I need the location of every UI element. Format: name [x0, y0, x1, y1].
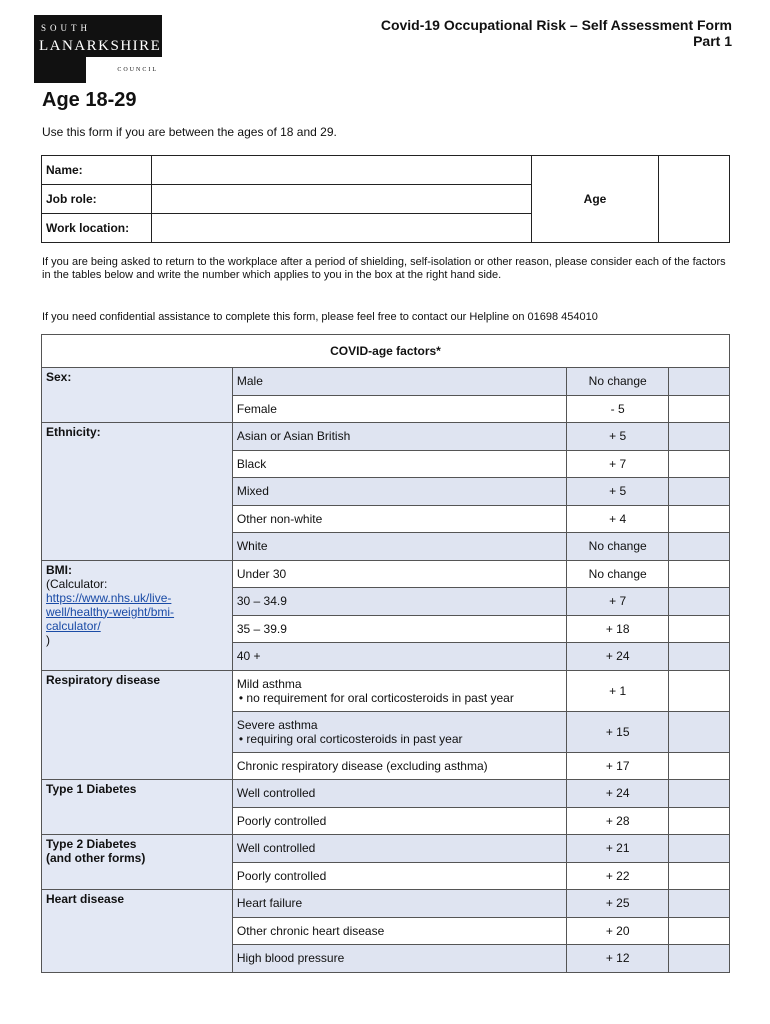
- option-label: Other non-white: [232, 505, 566, 533]
- score-value: + 24: [567, 643, 669, 671]
- score-entry-box[interactable]: [669, 917, 730, 945]
- logo-text-top: SOUTH: [41, 23, 92, 33]
- job-role-label: Job role:: [42, 185, 152, 214]
- option-label: 35 – 39.9: [232, 615, 566, 643]
- score-entry-box[interactable]: [669, 423, 730, 451]
- option-detail: • requiring oral corticosteroids in past year: [238, 731, 463, 746]
- bmi-note-close: ): [46, 632, 50, 647]
- category-bmi: [42, 560, 233, 670]
- job-role-field[interactable]: [152, 185, 532, 214]
- score-entry-box[interactable]: [669, 945, 730, 973]
- score-value: + 5: [567, 423, 669, 451]
- option-label: Asian or Asian British: [232, 423, 566, 451]
- option-label: [232, 711, 566, 752]
- table-row: [42, 423, 730, 451]
- table-row: [42, 835, 730, 863]
- category-type2-diabetes: [42, 835, 233, 890]
- score-entry-box[interactable]: [669, 807, 730, 835]
- age-label: Age: [532, 156, 659, 243]
- council-logo: [34, 15, 162, 83]
- work-location-label: Work location:: [42, 214, 152, 243]
- table-row: [42, 368, 730, 396]
- option-label: Mixed: [232, 478, 566, 506]
- score-value: + 22: [567, 862, 669, 890]
- bmi-label: BMI:: [46, 562, 72, 577]
- score-value: No change: [567, 533, 669, 561]
- instructions-text: If you are being asked to return to the workplace after a period of shielding, self-isolation or other reason, please consider each of the factors in the tables below and write the number which applies to you in the box at the right hand side.: [42, 256, 726, 281]
- logo-text-bottom: COUNCIL: [86, 57, 162, 83]
- score-value: + 18: [567, 615, 669, 643]
- score-entry-box[interactable]: [669, 533, 730, 561]
- category-ethnicity: Ethnicity:: [42, 423, 233, 561]
- type2-label-sub: (and other forms): [46, 851, 146, 865]
- score-entry-box[interactable]: [669, 478, 730, 506]
- score-entry-box[interactable]: [669, 862, 730, 890]
- option-label: Poorly controlled: [232, 862, 566, 890]
- option-main: Mild asthma: [236, 676, 302, 691]
- score-entry-box[interactable]: [669, 588, 730, 616]
- score-value: - 5: [567, 395, 669, 423]
- score-value: + 25: [567, 890, 669, 918]
- type2-label: Type 2 Diabetes: [46, 837, 137, 851]
- form-header: [381, 17, 732, 49]
- score-value: No change: [567, 560, 669, 588]
- option-label: Well controlled: [232, 835, 566, 863]
- covid-age-factors-table: [41, 334, 730, 973]
- score-entry-box[interactable]: [669, 752, 730, 780]
- score-entry-box[interactable]: [669, 643, 730, 671]
- form-title: Covid-19 Occupational Risk – Self Assessment Form: [380, 17, 732, 33]
- score-value: + 5: [567, 478, 669, 506]
- name-label: Name:: [42, 156, 152, 185]
- bmi-calculator-note: (Calculator:: [46, 576, 108, 591]
- option-main: Severe asthma: [236, 717, 318, 732]
- details-table: [41, 155, 730, 243]
- score-entry-box[interactable]: [669, 711, 730, 752]
- age-field[interactable]: [659, 156, 730, 243]
- score-entry-box[interactable]: [669, 780, 730, 808]
- score-entry-box[interactable]: [669, 395, 730, 423]
- score-value: + 15: [567, 711, 669, 752]
- table-row: [42, 560, 730, 588]
- score-entry-box[interactable]: [669, 450, 730, 478]
- score-entry-box[interactable]: [669, 615, 730, 643]
- score-entry-box[interactable]: [669, 890, 730, 918]
- score-entry-box[interactable]: [669, 670, 730, 711]
- work-location-field[interactable]: [152, 214, 532, 243]
- score-value: + 28: [567, 807, 669, 835]
- table-row: [42, 780, 730, 808]
- score-value: No change: [567, 368, 669, 396]
- option-label: White: [232, 533, 566, 561]
- score-entry-box[interactable]: [669, 368, 730, 396]
- name-field[interactable]: [152, 156, 532, 185]
- option-label: Female: [232, 395, 566, 423]
- table-row: [42, 890, 730, 918]
- category-type1-diabetes: Type 1 Diabetes: [42, 780, 233, 835]
- page-title: Age 18-29: [42, 89, 137, 111]
- category-heart-disease: Heart disease: [42, 890, 233, 973]
- option-label: 40 +: [232, 643, 566, 671]
- option-label: Well controlled: [232, 780, 566, 808]
- option-label: Heart failure: [232, 890, 566, 918]
- category-respiratory: Respiratory disease: [42, 670, 233, 780]
- option-label: Poorly controlled: [232, 807, 566, 835]
- option-label: Black: [232, 450, 566, 478]
- score-value: + 17: [567, 752, 669, 780]
- score-value: + 7: [567, 588, 669, 616]
- score-value: + 24: [567, 780, 669, 808]
- score-entry-box[interactable]: [669, 560, 730, 588]
- score-entry-box[interactable]: [669, 835, 730, 863]
- bmi-calculator-link[interactable]: https://www.nhs.uk/live-well/healthy-weight/bmi-calculator/: [46, 590, 175, 633]
- factors-table-title: COVID-age factors*: [42, 335, 730, 368]
- option-label: 30 – 34.9: [232, 588, 566, 616]
- table-row: [42, 670, 730, 711]
- score-value: + 12: [567, 945, 669, 973]
- option-label: [232, 670, 566, 711]
- score-value: + 20: [567, 917, 669, 945]
- option-label: High blood pressure: [232, 945, 566, 973]
- score-value: + 21: [567, 835, 669, 863]
- helpline-text: If you need confidential assistance to complete this form, please feel free to contact our Helpline on 01698 454010: [42, 311, 598, 323]
- option-label: Chronic respiratory disease (excluding asthma): [232, 752, 566, 780]
- option-label: Under 30: [232, 560, 566, 588]
- option-label: Other chronic heart disease: [232, 917, 566, 945]
- logo-text-main: LANARKSHIRE: [39, 38, 162, 54]
- intro-text: Use this form if you are between the ages of 18 and 29.: [42, 125, 337, 139]
- score-entry-box[interactable]: [669, 505, 730, 533]
- score-value: + 7: [567, 450, 669, 478]
- category-sex: Sex:: [42, 368, 233, 423]
- score-value: + 4: [567, 505, 669, 533]
- score-value: + 1: [567, 670, 669, 711]
- option-label: Male: [232, 368, 566, 396]
- option-detail: • no requirement for oral corticosteroids in past year: [238, 690, 514, 705]
- form-part: Part 1: [693, 33, 732, 49]
